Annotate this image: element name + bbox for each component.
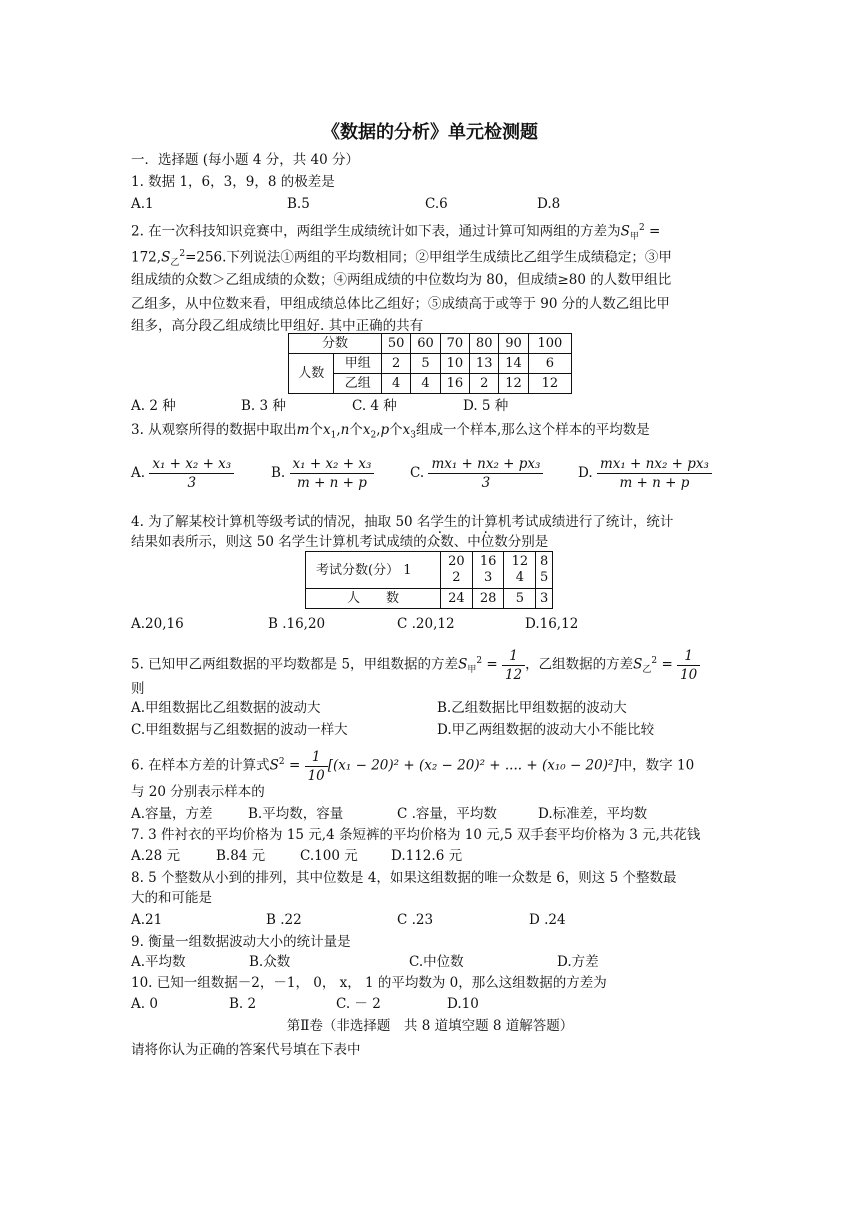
table-header-label: 分数	[289, 334, 382, 354]
q3-option-c: C. $\frac{\text{mx₁ + nx₂ + px₃}}{3}$	[410, 455, 543, 492]
table-cell: 3	[536, 589, 553, 609]
table-cell: 5	[504, 589, 536, 609]
q5-option-d: D.甲乙两组数据的波动大小不能比较	[437, 722, 655, 738]
emphasis-text: 众数	[426, 534, 454, 550]
page-title: 《数据的分析》单元检测题	[322, 122, 538, 143]
question-2-line-4: 乙组多，从中位数来看，甲组成绩总体比乙组好；⑤成绩高于或等于 90 分的人数乙组比甲	[131, 296, 670, 312]
fraction: $\frac{\text{x₁ + x₂ + x₃}}{m + n + p}$	[290, 455, 375, 492]
table-cell: 5	[411, 354, 440, 374]
table-cell: 60	[411, 334, 440, 354]
q4-option-b: B .16,20	[268, 616, 326, 632]
table-cell: 4	[411, 374, 440, 394]
table-cell: 100	[528, 334, 571, 354]
question-2-line-2: $172,S_乙^2=256$.下列说法①两组的平均数相同；②甲组学生成绩比乙组学生成绩稳定；③甲	[131, 249, 672, 269]
table-cell: 10	[440, 354, 469, 374]
q2-option-a: A. 2 种	[131, 398, 176, 414]
q7-option-a: A.28 元	[131, 848, 181, 864]
table-row-label: 人数	[289, 354, 334, 394]
q4-option-a: A.20,16	[131, 616, 184, 632]
q7-option-b: B.84 元	[216, 848, 266, 864]
emphasis-text: 中位数	[467, 534, 508, 550]
q8-option-a: A.21	[131, 912, 163, 928]
q2-option-d: D. 5 种	[463, 398, 509, 414]
part-2-heading: 第Ⅱ卷（非选择题 共 8 道填空题 8 道解答题）	[286, 1018, 574, 1034]
q8-option-d: D .24	[529, 912, 566, 928]
q9-option-a: A.平均数	[131, 954, 186, 970]
fraction: $\frac{1}{12}$	[502, 647, 525, 684]
question-4-line-1: 4. 为了解某校计算机等级考试的情况，抽取 50 名学生的计算机考试成绩进行了统计，统计	[131, 514, 674, 530]
q4-option-d: D.16,12	[525, 616, 579, 632]
q4-option-c: C .20,12	[397, 616, 455, 632]
table-header-label: 考试分数(分） 1	[306, 552, 441, 589]
q1-option-b: B.5	[287, 196, 310, 212]
q1-option-c: C.6	[425, 196, 448, 212]
q7-option-c: C.100 元	[300, 848, 358, 864]
table-group-a: 甲组	[334, 354, 382, 374]
table-cell: 13	[470, 354, 499, 374]
q3-option-d: D. $\frac{\text{mx₁ + nx₂ + px₃}}{m + n + p}$	[578, 455, 712, 492]
question-10-stem: 10. 已知一组数据－2，－1， 0， x， 1 的平均数为 0，那么这组数据的方差为	[131, 975, 607, 991]
q3-option-a: A. $\frac{\text{x₁ + x₂ + x₃}}{3}$	[131, 455, 234, 492]
q10-option-c: C. － 2	[336, 996, 381, 1012]
q6-option-c: C .容量，平均数	[397, 806, 497, 822]
q6-option-d: D.标准差，平均数	[538, 806, 648, 822]
question-4-line-2: 结果如表所示，则这 50 名学生计算机考试成绩的众数、中位数分别是	[131, 534, 549, 550]
question-5-line-2: 则	[131, 681, 145, 697]
table-cell: 50	[382, 334, 411, 354]
table-cell: 6	[528, 354, 571, 374]
fraction: $\frac{1}{10}$	[305, 748, 328, 785]
instruction-text: 请将你认为正确的答案代号填在下表中	[131, 1042, 361, 1058]
q3-option-b: B. $\frac{\text{x₁ + x₂ + x₃}}{m + n + p}$	[271, 455, 374, 492]
table-cell: 80	[470, 334, 499, 354]
q7-option-d: D.112.6 元	[391, 848, 463, 864]
table-cell: 12	[499, 374, 528, 394]
table-cell: 70	[440, 334, 469, 354]
q6-option-b: B.平均数，容量	[248, 806, 344, 822]
q10-option-d: D.10	[447, 996, 479, 1012]
section-heading: 一．选择题 (每小题 4 分，共 40 分）	[131, 152, 359, 168]
question-8-line-2: 大的和可能是	[131, 890, 212, 906]
question-7-stem: 7. 3 件衬衣的平均价格为 15 元,4 条短裤的平均价格为 10 元,5 双手套平均价格为 3 元,共花钱	[131, 827, 701, 843]
question-9-stem: 9. 衡量一组数据波动大小的统计量是	[131, 934, 351, 950]
q8-option-c: C .23	[397, 912, 434, 928]
question-2-line-5: 组多，高分段乙组成绩比甲组好. 其中正确的共有	[131, 318, 424, 334]
table-cell: 8 5	[536, 552, 553, 589]
table-cell: 16 3	[472, 552, 504, 589]
table-cell: 12 4	[504, 552, 536, 589]
q6-option-a: A.容量，方差	[131, 806, 213, 822]
table-cell: 24	[441, 589, 473, 609]
table-cell: 4	[382, 374, 411, 394]
q2-option-c: C. 4 种	[352, 398, 397, 414]
question-2-line-3: 组成绩的众数＞乙组成绩的众数；④两组成绩的中位数均为 80，但成绩≥80 的人数甲组比	[131, 272, 672, 288]
fraction: $\frac{\text{mx₁ + nx₂ + px₃}}{m + n + p}$	[597, 455, 712, 492]
table-row-label: 人 数	[306, 589, 441, 609]
fraction: $\frac{1}{10}$	[677, 647, 700, 684]
question-2-line-1: 2. 在一次科技知识竞赛中，两组学生成绩统计如下表，通过计算可知两组的方差为$S_甲^2$ =	[131, 223, 661, 243]
table-cell: 2	[470, 374, 499, 394]
question-8-line-1: 8. 5 个整数从小到的排列，其中位数是 4，如果这组数据的唯一众数是 6，则这 5 个整数最	[131, 870, 677, 886]
q4-score-table	[305, 551, 553, 609]
table-cell: 12	[528, 374, 571, 394]
table-cell: 28	[472, 589, 504, 609]
fraction: $\frac{\text{x₁ + x₂ + x₃}}{3}$	[149, 455, 234, 492]
q8-option-b: B .22	[266, 912, 302, 928]
q5-option-b: B.乙组数据比甲组数据的波动大	[437, 700, 627, 716]
q5-option-c: C.甲组数据与乙组数据的波动一样大	[131, 722, 348, 738]
table-cell: 2	[382, 354, 411, 374]
q2-score-table	[288, 333, 572, 394]
question-6-stem: 6. 在样本方差的计算式$S^2$ = $\frac{1}{10}$ [(x₁ − 20)² + (x₂ − 20)² + .... + (x₁₀ − 20)²]中，数字 10	[131, 748, 695, 784]
question-5-stem: 5. 已知甲乙两组数据的平均数都是 5，甲组数据的方差$S_甲^2$ = $\frac{1}{12}$ ，乙组数据的方差$S_乙^2$ = $\frac{1}{10}$	[131, 641, 700, 690]
table-cell: 20 2	[441, 552, 473, 589]
q10-option-a: A. 0	[131, 996, 158, 1012]
q1-option-a: A.1	[131, 196, 154, 212]
table-cell: 90	[499, 334, 528, 354]
table-cell: 14	[499, 354, 528, 374]
q1-option-d: D.8	[537, 196, 561, 212]
q10-option-b: B. 2	[229, 996, 257, 1012]
q5-option-a: A.甲组数据比乙组数据的波动大	[131, 700, 321, 716]
table-group-b: 乙组	[334, 374, 382, 394]
fraction: $\frac{\text{mx₁ + nx₂ + px₃}}{3}$	[428, 455, 543, 492]
q9-option-c: C.中位数	[409, 954, 464, 970]
q9-option-b: B.众数	[249, 954, 291, 970]
q2-option-b: B. 3 种	[241, 398, 286, 414]
table-cell: 16	[440, 374, 469, 394]
q9-option-d: D.方差	[557, 954, 599, 970]
question-6-line-2: 与 20 分别表示样本的	[131, 784, 265, 800]
question-3-stem: 3. 从观察所得的数据中取出m个$x_1,n$个$x_2,p$个$x_3$组成一个样本,那么这个样本的平均数是	[131, 422, 650, 441]
question-1-stem: 1. 数据 1，6，3，9，8 的极差是	[131, 174, 335, 190]
